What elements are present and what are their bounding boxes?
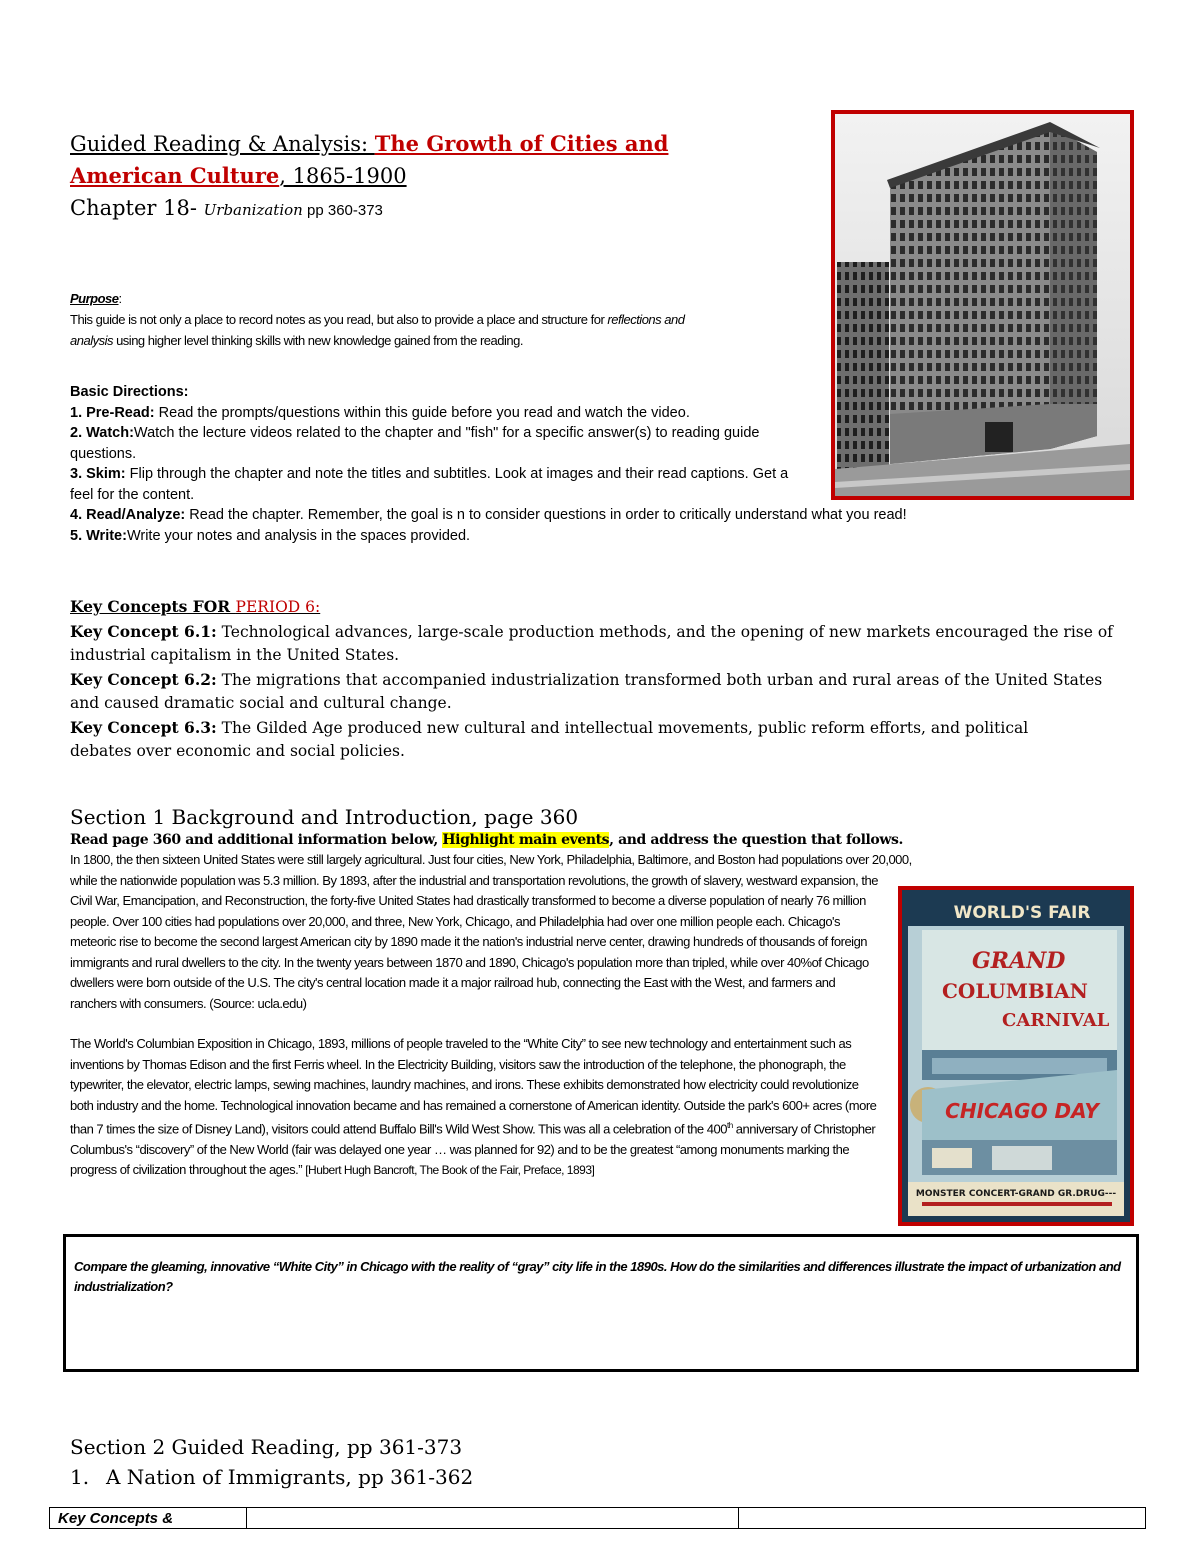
key-concept-label: Key Concept 6.1: bbox=[70, 621, 217, 641]
poster-banner-1: GRAND bbox=[972, 948, 1066, 974]
poster-top-text: WORLD'S FAIR bbox=[953, 903, 1091, 923]
key-concept-label: Key Concept 6.3: bbox=[70, 717, 217, 737]
instr-part-1: Read page 360 and additional information below, bbox=[70, 832, 443, 848]
title-topic-1: The Growth of Cities and bbox=[374, 131, 669, 156]
direction-text: Read the prompts/questions within this guide before you read and watch the video. bbox=[154, 404, 690, 421]
purpose-text-italic: reflections and analysis bbox=[70, 312, 685, 348]
purpose-block bbox=[70, 288, 730, 351]
direction-item bbox=[70, 464, 790, 505]
direction-label: 1. Pre-Read: bbox=[70, 404, 155, 421]
worlds-fair-poster-image bbox=[902, 890, 1130, 1222]
poster-middle-text: CHICAGO DAY bbox=[945, 1099, 1099, 1123]
key-concepts-period: PERIOD 6: bbox=[235, 598, 321, 616]
direction-label: 5. Write: bbox=[70, 527, 127, 544]
instr-highlight: Highlight main events bbox=[442, 832, 610, 848]
item-number: 1. bbox=[70, 1465, 90, 1489]
section-2 bbox=[70, 1432, 970, 1492]
poster-photo bbox=[898, 886, 1134, 1226]
key-concept-text: Technological advances, large-scale production methods, and the opening of new markets encouraged the rise of industrial capitalism in the United States. bbox=[70, 622, 1113, 664]
instr-part-2: , and address the question that follows. bbox=[609, 832, 903, 848]
directions-heading: Basic Directions: bbox=[70, 384, 189, 400]
key-concept-item bbox=[70, 620, 1130, 668]
table-cell-key-concepts: Key Concepts & bbox=[50, 1508, 247, 1529]
purpose-text-1: This guide is not only a place to record notes as you read, but also to provide a place and structure for bbox=[70, 312, 608, 327]
direction-label: 4. Read/Analyze: bbox=[70, 507, 186, 523]
para2-text-b: anniversary of Christopher Columbus's “discovery” of the New World (fair was delayed one year … was planned for 92) and to be the greatest “among monuments marking the progress of civilization throughout the ages.” bbox=[70, 1121, 876, 1178]
poster-bottom-text: MONSTER CONCERT-GRAND GR.DRUG--- bbox=[915, 1189, 1117, 1199]
section-2-title: Section 2 Guided Reading, pp 361-373 bbox=[70, 1435, 463, 1459]
direction-label: 3. Skim: bbox=[70, 466, 126, 482]
chapter-line bbox=[70, 192, 810, 227]
purpose-label-line bbox=[70, 288, 730, 309]
section-1-para1-first-line: In 1800, the then sixteen United States were still largely agricultural. Just four cities, New York, Philadelphia, Baltimore, and Boston had populations over 20,000, bbox=[70, 852, 912, 867]
item-title: A Nation of Immigrants, pp 361-362 bbox=[106, 1465, 474, 1489]
section-1-title: Section 1 Background and Introduction, page 360 bbox=[70, 805, 579, 829]
direction-item bbox=[70, 423, 805, 464]
title-topic-2: American Culture bbox=[70, 163, 280, 188]
poster-banner-2: COLUMBIAN bbox=[942, 979, 1088, 1003]
table-row bbox=[50, 1508, 1146, 1529]
key-concept-item bbox=[70, 716, 1030, 764]
key-concepts-heading bbox=[70, 595, 1130, 620]
title-line-2 bbox=[70, 160, 810, 192]
table-cell-analysis[interactable] bbox=[739, 1508, 1146, 1529]
document-header bbox=[70, 128, 810, 227]
poster-banner-3: CARNIVAL bbox=[1002, 1010, 1110, 1031]
direction-text: Watch the lecture videos related to the chapter and "fish" for a specific answer(s) to reading guide questions. bbox=[70, 425, 760, 462]
key-concept-label: Key Concept 6.2: bbox=[70, 669, 217, 689]
purpose-label: Purpose bbox=[70, 291, 119, 306]
key-concepts bbox=[70, 595, 1130, 764]
para2-citation: [Hubert Hugh Bancroft, The Book of the Fair, Preface, 1893] bbox=[305, 1163, 595, 1178]
direction-text: Flip through the chapter and note the titles and subtitles. Look at images and their read captions. Get a feel for the content. bbox=[70, 466, 789, 503]
chapter-subtitle: Urbanization bbox=[203, 201, 303, 219]
purpose-colon: : bbox=[118, 291, 122, 306]
chapter-number: Chapter 18- bbox=[70, 196, 204, 220]
purpose-text bbox=[70, 309, 730, 351]
key-concept-text: The migrations that accompanied industrialization transformed both urban and rural areas of the United States and caused dramatic social and cultural change. bbox=[70, 670, 1103, 712]
para2-sup: th bbox=[726, 1121, 733, 1130]
basic-directions bbox=[70, 382, 1130, 546]
section-1-para2 bbox=[70, 1034, 880, 1181]
title-line-1 bbox=[70, 128, 810, 160]
key-concepts-table bbox=[49, 1507, 1146, 1529]
section-2-item bbox=[70, 1462, 970, 1492]
direction-text: Read the chapter. Remember, the goal is n to consider questions in order to critically understand what you read! bbox=[185, 507, 907, 523]
key-concept-text: The Gilded Age produced new cultural and intellectual movements, public reform efforts, and political debates over economic and social policies. bbox=[70, 718, 1029, 760]
question-answer-box[interactable] bbox=[63, 1234, 1139, 1372]
question-text: Compare the gleaming, innovative “White City” in Chicago with the reality of “gray” city life in the 1890s. How do the similarities and differences illustrate the impact of urbanization and industrialization? bbox=[74, 1259, 1121, 1294]
para2-text-a: The World's Columbian Exposition in Chicago, 1893, millions of people traveled to the “White City” to see new technology and entertainment such as inventions by Thomas Edison and the first Ferris wheel. In the Electricity Building, visitors saw the introduction of the telephone, the phonograph, the typewriter, the elevator, electric lamps, sewing machines, laundry machines, and irons. These exhibits demonstrated how electricity could revolutionize both industry and the home. Technological innovation became and has remained a cornerstone of American identity. Outside the park's 600+ acres (more than 7 times the size of Disney Land), visitors could attend Buffalo Bill's Wild West Show. This was all a celebration of the 400 bbox=[70, 1036, 877, 1137]
section-1-para1: while the nationwide population was 5.3 million. By 1893, after the industrial and transportation revolutions, the growth of slavery, westward expansion, the Civil War, Emancipation, and Reconstruction, the forty-five United States had drastically transformed to become a diverse population of nearly 76 million people. Over 100 cities had populations over 20,000, and three, New York, Chicago, and Philadelphia had over one million people each. Chicago's meteoric rise to become the second largest American city by 1890 made it the nation's industrial nerve center, drawing hundreds of thousands of foreign immigrants and rural dwellers to the city. In the twenty years between 1870 and 1890, Chicago's population more than tripled, while over 40%of Chicago dwellers were born outside of the U.S. The city's central location made it a major railroad hub, connecting the East with the West, and farmers and ranchers with consumers. (Source: ucla.edu) bbox=[70, 872, 878, 1011]
title-prefix: Guided Reading & Analysis: bbox=[70, 132, 375, 156]
purpose-text-2: using higher level thinking skills with new knowledge gained from the reading. bbox=[112, 333, 523, 348]
direction-item bbox=[70, 526, 1130, 547]
direction-item bbox=[70, 403, 775, 424]
section-1-instructions bbox=[70, 831, 1140, 850]
direction-item bbox=[70, 505, 1130, 526]
direction-text: Write your notes and analysis in the spaces provided. bbox=[126, 527, 471, 544]
table-cell-notes[interactable] bbox=[247, 1508, 739, 1529]
title-dates: , 1865-1900 bbox=[279, 164, 407, 188]
key-concepts-heading-prefix: Key Concepts FOR bbox=[70, 597, 236, 616]
key-concept-item bbox=[70, 668, 1130, 716]
direction-label: 2. Watch: bbox=[70, 425, 134, 441]
chapter-pages: pp 360-373 bbox=[302, 202, 383, 219]
